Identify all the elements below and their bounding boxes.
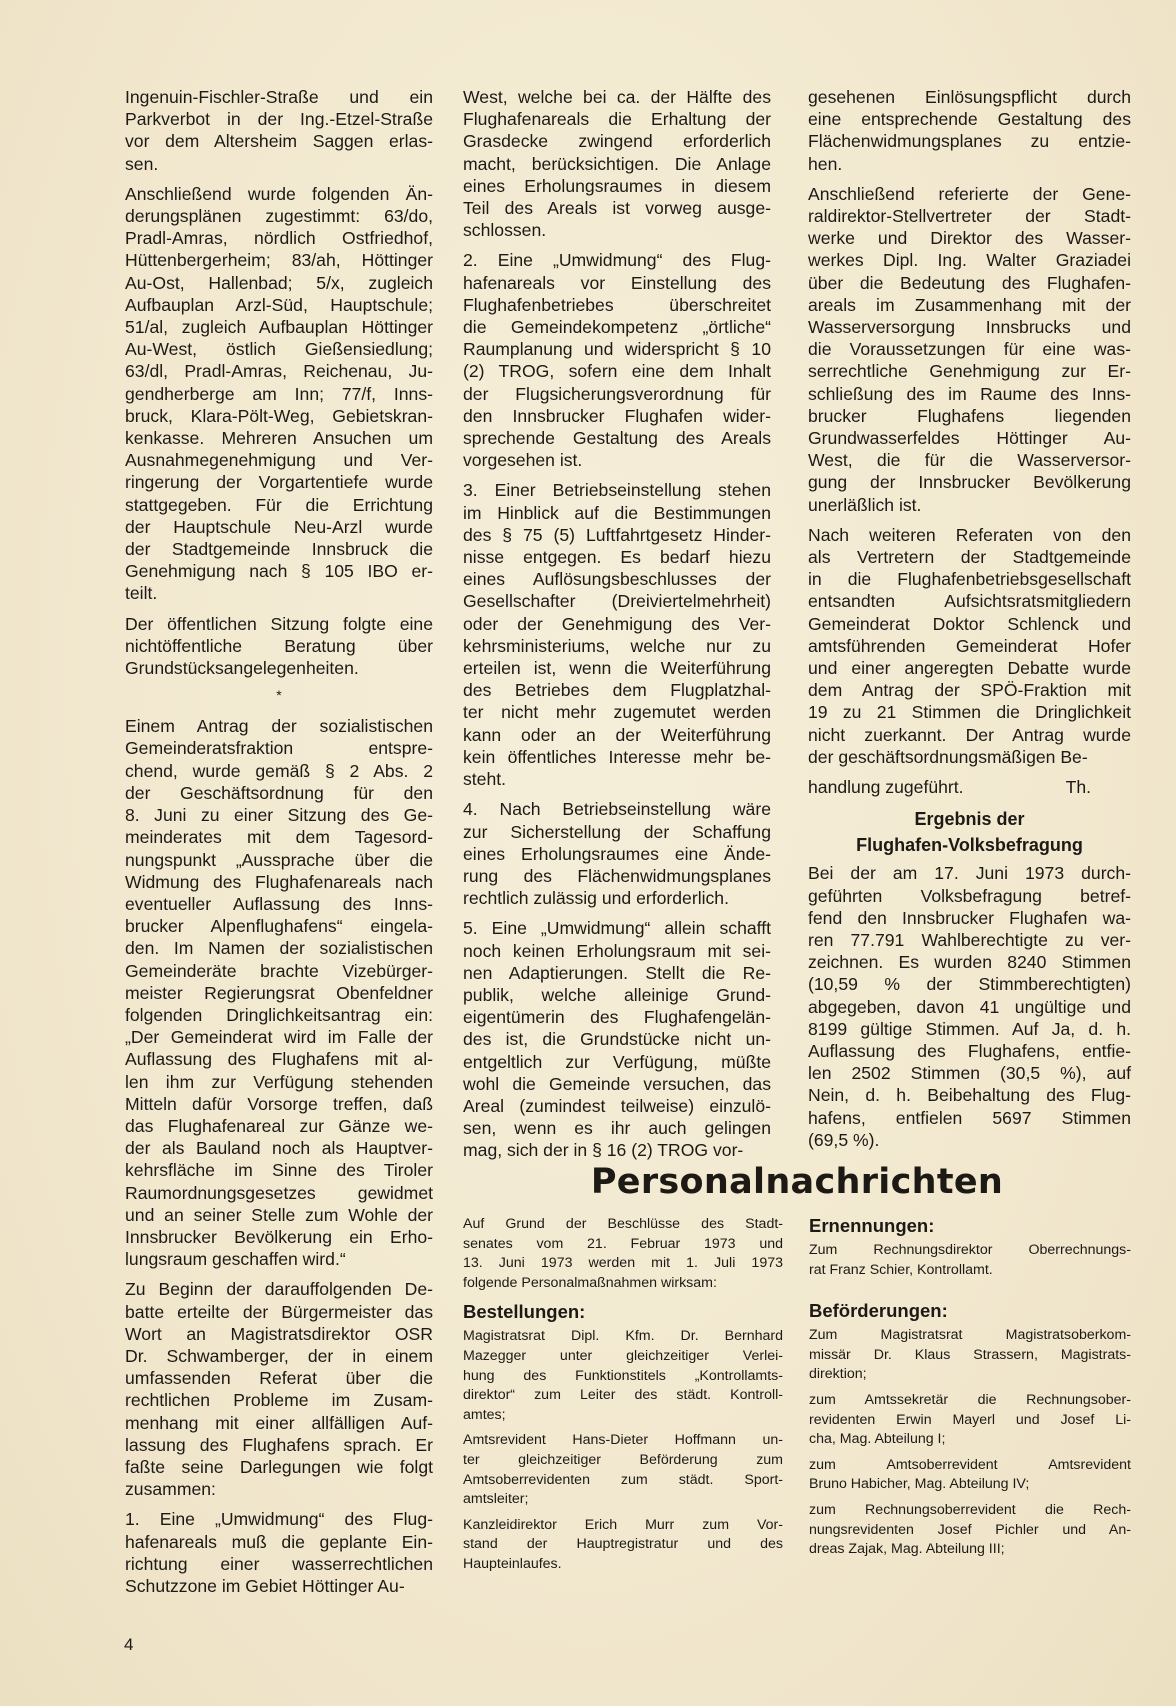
text-line: folgenden Dringlichkeitsantrag ein: [125,1004,433,1025]
befoerderungen-list [809,1326,1131,1560]
text-line: senates vom 21. Februar 1973 und [463,1235,783,1252]
text-line: 5. Eine „Umwidmung“ allein schafft [463,918,771,939]
text-line: werkes Dipl. Ing. Walter Graziadei [808,250,1131,271]
text-line: erteilen ist, wenn die Weiterführung [463,658,771,679]
text-line: Zum Magistratsrat Magistratsoberkom- [809,1327,1131,1344]
text-line: zur Sicherstellung der Schaffung [463,821,771,842]
text-line: dreas Zajak, Mag. Abteilung III; [809,1541,1005,1558]
text-line: lassung des Flughafens sprach. Er [125,1434,433,1455]
text-line: kenkasse. Mehreren Ansuchen um [125,428,433,449]
text-line: 19 zu 21 Stimmen die Dringlichkeit [808,702,1131,723]
text-line: Genehmigung nach § 105 IBO er- [125,561,433,582]
text-line: abgegeben, davon 41 ungültige und [808,996,1131,1017]
text-line: Haupteinlaufes. [463,1555,562,1572]
text-line: Mitteln dafür Vorsorge treffen, daß [125,1093,433,1114]
text-line: brucker Alpenflughafens“ eingela- [125,916,433,937]
text-line: Widmung des Flughafenareals nach [125,871,433,892]
personal-column-2 [809,1215,1131,1566]
text-line: publik, welche alleinige Grund- [463,984,771,1005]
text-line: missär Dr. Klaus Strassern, Magistrats- [809,1346,1131,1363]
text-line: Grundwasserfeldes Höttinger Au- [808,428,1131,449]
text-line: meister Regierungsrat Obenfeldner [125,982,433,1003]
text-line: (10,59 % der Stimmberechtigten) [808,974,1131,995]
text-line: eventueller Auflassung des Inns- [125,893,433,914]
list-item [809,1241,1131,1280]
heading-befoerderungen: Beförderungen: [809,1300,948,1322]
text-line: revidenten Erwin Mayerl und Josef Li- [809,1411,1131,1428]
text-line: Anschließend wurde folgenden Än- [125,183,433,204]
text-line: 13. Juni 1973 werden mit 1. Juli 1973 [463,1255,783,1272]
text-line: Nein, d. h. Beibehaltung des Flug- [808,1085,1131,1106]
column-1-part-b [125,715,433,1597]
text-line: kehrsfläche im Sinne des Tiroler [125,1160,433,1181]
text-line: Raumplanung und widerspricht § 10 [463,339,771,360]
text-line: hafens, entfielen 5697 Stimmen [808,1107,1131,1128]
list-item [809,1456,1131,1495]
text-line: nisse entgegen. Es bedarf hiezu [463,547,771,568]
text-line: cha, Mag. Abteilung I; [809,1431,946,1448]
text-line: gung der Innsbrucker Bevölkerung [808,472,1131,493]
text-line: direktor“ zum Leiter des städt. Kontroll- [463,1387,783,1404]
text-line: derungsplänen zugestimmt: 63/do, [125,206,433,227]
text-line: richtung einer wasserrechtlichen [125,1553,433,1574]
column-2-body [463,86,771,1162]
text-line: amtes; [463,1406,506,1423]
text-line: eine entsprechende Gestaltung des [808,109,1131,130]
text-line: raldirektor-Stellvertreter der Stadt- [808,206,1131,227]
text-line: Wasserversorgung Innsbrucks und [808,317,1131,338]
text-line: Der öffentlichen Sitzung folgte eine [125,613,433,634]
text-line: Ingenuin-Fischler-Straße und ein [125,87,433,107]
text-line: Kanzleidirektor Erich Murr zum Vor- [463,1516,783,1533]
text-line: 1. Eine „Umwidmung“ des Flug- [125,1509,433,1530]
list-item [809,1501,1131,1560]
text-line: über die Bedeutung des Flughafen- [808,272,1131,293]
text-line: Innsbrucker Bevölkerung ein Erho- [125,1226,433,1247]
text-line: oder der Genehmigung des Ver- [463,613,771,634]
text-line: eines Erholungsraumes in diesem [463,175,771,196]
text-line: stattgegeben. Für die Errichtung [125,494,433,515]
text-line: len 2502 Stimmen (30,5 %), auf [808,1063,1131,1084]
paragraph [808,524,1131,768]
text-line: entsandten Aufsichtsratsmitgliedern [808,591,1131,612]
text-line: der Geschäftsordnung für den [125,782,433,803]
text-line: hafenareals vor Einstellung des [463,272,771,293]
closing-text: handlung zugeführt. [808,777,964,798]
text-line: der Flugsicherungsverordnung für [463,383,771,404]
section-separator: * [276,687,282,704]
text-line: Auflassung des Flughafens, entfie- [808,1040,1131,1061]
text-line: der als Bauland noch als Hauptver- [125,1138,433,1159]
paragraph [463,1215,783,1293]
text-line: macht, berücksichtigen. Die Anlage [463,153,771,174]
text-line: amtsleiter; [463,1491,529,1508]
paragraph [125,86,433,175]
text-line: und einer angeregten Debatte wurde [808,658,1131,679]
text-line: 63/dl, Pradl-Amras, Reichenau, Ju- [125,361,433,382]
text-line: Schutzzone im Gebiet Höttinger Au- [125,1576,405,1596]
text-line: Teil des Areals ist vorweg ausge- [463,198,771,219]
ernennungen-list [809,1241,1131,1280]
text-line: zum Amtsoberrevident Amtsrevident [809,1456,1131,1473]
text-line: sprechende Gestaltung des Areals [463,428,771,449]
text-line: Flughafenbetriebes überschreitet [463,294,771,315]
text-line: serrechtliche Genehmigung zur Er- [808,361,1131,382]
text-line: West, die für die Wasserversor- [808,450,1131,471]
list-item [809,1391,1131,1450]
text-line: menhang mit einer allfälligen Auf- [125,1412,433,1433]
paragraph [463,798,771,909]
text-line: 4. Nach Betriebseinstellung wäre [463,799,771,820]
text-line: geführten Volksbefragung betref- [808,885,1131,906]
text-line: wohl die Gemeinde versuchen, das [463,1073,771,1094]
text-line: in die Flughafenbetriebsgesellschaft [808,569,1131,590]
text-line: zeichnen. Es wurden 8240 Stimmen [808,952,1131,973]
text-line: Auf Grund der Beschlüsse des Stadt- [463,1216,783,1232]
text-line: gendherberge am Inn; 77/f, Inns- [125,383,433,404]
paragraph [125,1508,433,1597]
paragraph [808,183,1131,516]
paragraph [125,183,433,605]
text-line: eines Erholungsraumes eine Ände- [463,843,771,864]
text-line: Zu Beginn der darauffolgenden De- [125,1279,433,1300]
text-line: Gemeinderat Doktor Schlenck und [808,613,1131,634]
text-line: Grundstücksangelegenheiten. [125,658,359,679]
closing-line [808,776,1131,798]
text-line: Pradl-Amras, nördlich Ostfriedhof, [125,228,433,249]
text-line: vor dem Altersheim Saggen erlas- [125,131,433,152]
text-line: lungsraum geschaffen wird.“ [125,1249,346,1270]
text-line: das Flughafenareal zur Gänze we- [125,1115,433,1136]
text-line: rat Franz Schier, Kontrollamt. [809,1261,993,1278]
text-line: 8. Juni zu einer Sitzung des Ge- [125,805,433,826]
text-line: noch keinen Erholungsraum mit sei- [463,940,771,961]
text-line: hung des Funktionstitels „Kontrollamts- [463,1367,783,1384]
text-line: entgeltlich zur Verfügung, müßte [463,1051,771,1072]
text-line: folgende Personalmaßnahmen wirksam: [463,1274,717,1291]
text-line: vorgesehen ist. [463,450,583,471]
referendum-result [808,862,1131,1151]
text-line: 2. Eine „Umwidmung“ des Flug- [463,250,771,271]
text-line: den Innsbrucker Flughafen wider- [463,405,771,426]
text-line: des Betriebes dem Flugplatzhal- [463,680,771,701]
text-line: steht. [463,769,507,790]
heading-bestellungen: Bestellungen: [463,1301,586,1323]
personal-column-1 [463,1215,783,1581]
column-3-body [808,86,1131,768]
paragraph [463,479,771,790]
text-line: Areal (zumindest teilweise) einzulö- [463,1095,771,1116]
text-line: Bei der am 17. Juni 1973 durch- [808,863,1131,884]
text-line: Grasdecke zwingend erforderlich [463,131,771,152]
text-line: Flughafenareals die Erhaltung der [463,109,771,130]
text-line: Wort an Magistratsdirektor OSR [125,1323,433,1344]
referendum-heading-line-2: Flughafen-Volksbefragung [856,835,1083,856]
paragraph [125,715,433,1270]
text-line: nungspunkt „Aussprache über die [125,849,433,870]
text-line: batte erteilte der Bürgermeister das [125,1301,433,1322]
text-line: den. Im Namen der sozialistischen [125,938,433,959]
text-line: gesehenen Einlösungspflicht durch [808,87,1131,107]
text-line: eigentümerin des Flughafengelän- [463,1007,771,1028]
text-line: „Der Gemeinderat wird im Falle der [125,1027,433,1048]
text-line: zusammen: [125,1479,216,1500]
text-line: nen Adaptierungen. Stellt die Re- [463,962,771,983]
text-line: kein öffentliches Interesse mehr be- [463,746,771,767]
text-line: dem Antrag der SPÖ-Fraktion mit [808,680,1131,701]
text-line: areals im Zusammenhang mit der [808,294,1131,315]
section-title-personalnachrichten: Personalnachrichten [590,1162,1004,1202]
text-line: Raumordnungsgesetzes gewidmet [125,1182,433,1203]
text-line: nungsrevidenten Josef Pichler und An- [809,1521,1131,1538]
text-line: die Gemeindekompetenz „örtliche“ [463,317,771,338]
referendum-heading-line-1: Ergebnis der [914,809,1025,830]
text-line: 51/al, zugleich Aufbauplan Höttinger [125,317,433,338]
text-line: werke und Direktor des Wasser- [808,228,1131,249]
text-line: amtsführenden Gemeinderat Hofer [808,635,1131,656]
text-line: mag, sich der in § 16 (2) TROG vor- [463,1140,744,1161]
text-line: ren 77.791 Wahlberechtigte zu ver- [808,929,1131,950]
paragraph [463,249,771,471]
column-1-part-a [125,86,433,679]
text-line: Nach weiteren Referaten von den [808,524,1131,545]
list-item [463,1431,783,1509]
text-line: meinderates mit dem Tagesord- [125,827,433,848]
text-line: des § 75 (5) Luftfahrtgesetz Hinder- [463,524,771,545]
text-line: unerläßlich ist. [808,494,922,515]
text-line: des ist, die Grundstücke nicht un- [463,1029,771,1050]
text-line: Auflassung des Flughafens mit al- [125,1049,433,1070]
text-line: eines Auflösungsbeschlusses der [463,569,771,590]
text-line: zum Rechnungsoberrevident die Rech- [809,1501,1131,1518]
text-line: len ihm zur Verfügung stehenden [125,1071,433,1092]
text-line: kann oder an der Weiterführung [463,724,771,745]
text-line: schließung des im Raume des Inns- [808,383,1131,404]
author-signature: Th. [1065,777,1091,798]
paragraph [808,86,1131,175]
text-line: der geschäftsordnungsmäßigen Be- [808,746,1088,767]
text-line: Zum Rechnungsdirektor Oberrechnungs- [809,1242,1131,1258]
page-number: 4 [124,1635,134,1654]
column-1 [125,86,433,1605]
text-line: schlossen. [463,220,547,241]
text-line: Hüttenbergerheim; 83/ah, Höttinger [125,250,433,271]
text-line: zum Amtssekretär die Rechnungsober- [809,1391,1131,1408]
text-line: und an seiner Stelle zum Wohle der [125,1204,433,1225]
text-line: nicht zuerkannt. Der Antrag wurde [808,724,1131,745]
text-line: Gemeinderäte brachte Vizebürger- [125,960,433,981]
text-line: Parkverbot in der Ing.-Etzel-Straße [125,109,433,130]
text-line: Einem Antrag der sozialistischen [125,716,433,737]
text-line: (2) TROG, sofern eine dem Inhalt [463,361,771,382]
text-line: hen. [808,153,843,174]
text-line: ter gleichzeitiger Beförderung zum [463,1451,783,1468]
text-line: Bruno Habicher, Mag. Abteilung IV; [809,1476,1030,1493]
text-line: ringerung der Vorgartentiefe wurde [125,472,433,493]
text-line: faßte seine Darlegungen wie folgt [125,1456,433,1477]
text-line: Dr. Schwamberger, der in einem [125,1345,433,1366]
text-line: als Vertretern der Stadtgemeinde [808,547,1131,568]
text-line: der Stadtgemeinde Innsbruck die [125,539,433,560]
personal-intro [463,1215,783,1293]
text-line: sen, wenn es ihr auch gelingen [463,1118,771,1139]
referendum-heading [808,806,1131,858]
list-item [809,1326,1131,1385]
paragraph [463,86,771,241]
paragraph [125,613,433,680]
bestellungen-list [463,1327,783,1574]
column-2 [463,86,771,1170]
text-line: Flächenwidmungsplanes zu entzie- [808,131,1131,152]
text-line: der Hauptschule Neu-Arzl wurde [125,516,433,537]
text-line: Gemeinderatsfraktion entspre- [125,738,433,759]
text-line: direktion; [809,1366,867,1383]
text-line: 8199 gültige Stimmen. Auf Ja, d. h. [808,1018,1131,1039]
text-line: umfassenden Referat über die [125,1368,433,1389]
list-item [463,1327,783,1425]
text-line: Amtsoberrevidenten zum städt. Sport- [463,1471,783,1488]
text-line: rechtlichen Probleme im Zusam- [125,1390,433,1411]
text-line: die Voraussetzungen für eine was- [808,339,1131,360]
column-3 [808,86,1131,1159]
text-line: Anschließend referierte der Gene- [808,183,1131,204]
text-line: 3. Einer Betriebseinstellung stehen [463,480,771,501]
text-line: Gesellschafter (Dreiviertelmehrheit) [463,591,771,612]
text-line: rechtlich zulässig und erforderlich. [463,888,729,909]
text-line: Au-West, östlich Gießensiedlung; [125,339,433,360]
text-line: Aufbauplan Arzl-Süd, Hauptschule; [125,294,433,315]
text-line: chend, wurde gemäß § 2 Abs. 2 [125,760,433,781]
text-line: fend den Innsbrucker Flughafen wa- [808,907,1131,928]
paragraph [125,1278,433,1500]
text-line: kehrsministeriums, welche nur zu [463,635,771,656]
text-line: (69,5 %). [808,1129,880,1150]
text-line: teilt. [125,583,158,604]
text-line: Magistratsrat Dipl. Kfm. Dr. Bernhard [463,1328,783,1345]
paragraph [808,862,1131,1151]
text-line: Amtsrevident Hans-Dieter Hoffmann un- [463,1432,783,1449]
text-line: stand der Hauptregistratur und des [463,1536,783,1553]
text-line: nichtöffentliche Beratung über [125,635,433,656]
text-line: rung des Flächenwidmungsplanes [463,865,771,886]
text-line: bruck, Klara-Pölt-Weg, Gebietskran- [125,405,433,426]
text-line: Ausnahmegenehmigung und Ver- [125,450,433,471]
text-line: Mazegger unter gleichzeitiger Verlei- [463,1347,783,1364]
text-line: sen. [125,153,159,174]
text-line: Au-Ost, Hallenbad; 5/x, zugleich [125,272,433,293]
paragraph [463,917,771,1161]
heading-ernennungen: Ernennungen: [809,1215,935,1236]
text-line: ter nicht mehr zugemutet werden [463,702,771,723]
text-line: hafenareals muß die geplante Ein- [125,1531,433,1552]
list-item [463,1516,783,1575]
text-line: im Hinblick auf die Bestimmungen [463,502,771,523]
text-line: West, welche bei ca. der Hälfte des [463,87,771,107]
text-line: brucker Flughafens liegenden [808,405,1131,426]
